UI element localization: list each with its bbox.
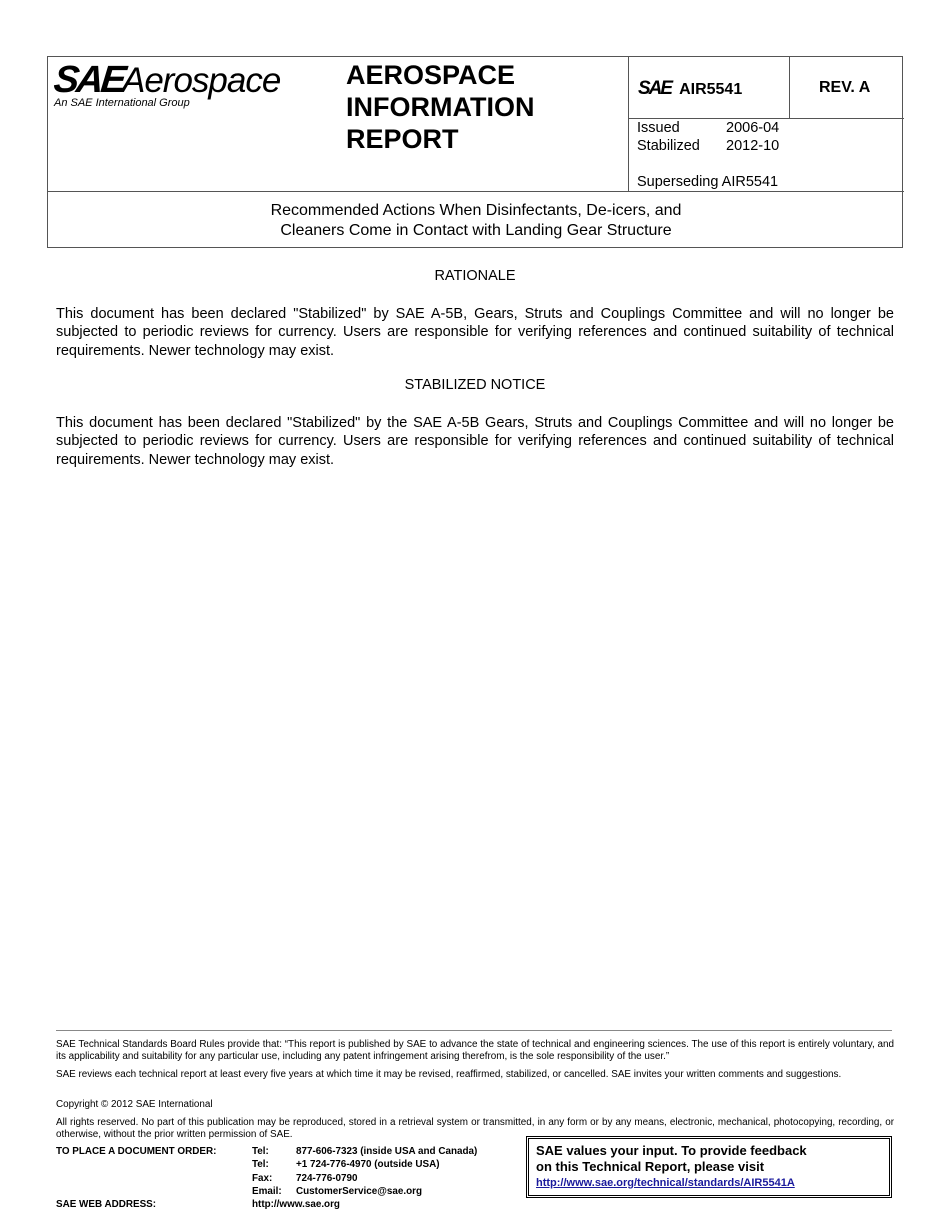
issued-label: Issued bbox=[637, 120, 680, 136]
board-rules-text: SAE Technical Standards Board Rules provide that: “This report is published by SAE to advance the state of technical and engineering sciences. The use of this report is entirely voluntary, and its applicability and suitability for any particular use, including any patent infringement arising therefrom, is the sole responsibility of the user.” bbox=[56, 1039, 894, 1062]
fax-label: Fax: bbox=[252, 1172, 273, 1184]
sae-mini-logo: SAE bbox=[638, 78, 672, 99]
document-title bbox=[48, 201, 904, 241]
stabilized-label: Stabilized bbox=[637, 138, 700, 154]
document-type-line: INFORMATION bbox=[346, 92, 535, 122]
document-type-line: REPORT bbox=[346, 124, 459, 154]
tel-value: 877-606-7323 (inside USA and Canada) bbox=[296, 1146, 478, 1157]
header-divider bbox=[789, 57, 790, 118]
document-title-line: Recommended Actions When Disinfectants, De-icers, and bbox=[270, 202, 682, 219]
tel-value: +1 724-776-4970 (outside USA) bbox=[296, 1159, 440, 1171]
logo-tagline: An SAE International Group bbox=[54, 97, 190, 109]
document-number-value: AIR5541 bbox=[679, 81, 743, 98]
fax-value: 724-776-0790 bbox=[296, 1172, 358, 1184]
aerospace-wordmark: Aerospace bbox=[122, 61, 281, 100]
document-title-line: Cleaners Come in Contact with Landing Gear Structure bbox=[280, 222, 672, 239]
sae-aerospace-logo bbox=[51, 59, 304, 119]
header-divider bbox=[48, 191, 904, 192]
review-policy-text: SAE reviews each technical report at least every five years at which time it may be revised, reaffirmed, stabilized, or cancelled. SAE invites your written comments and suggestions. bbox=[56, 1069, 842, 1080]
footer-rule bbox=[56, 1030, 892, 1031]
document-type bbox=[346, 59, 534, 155]
sae-logo-mark: SAE bbox=[51, 59, 126, 101]
stabilized-notice-heading: STABILIZED NOTICE bbox=[404, 377, 546, 393]
feedback-link[interactable]: http://www.sae.org/technical/standards/AIR5541A bbox=[536, 1177, 795, 1189]
rights-text: All rights reserved. No part of this publication may be reproduced, stored in a retrieval system or transmitted, in any form or by any means, electronic, mechanical, photocopying, recording, or otherwise, without the prior written permission of SAE. bbox=[56, 1117, 894, 1140]
document-type-line: AEROSPACE bbox=[346, 60, 516, 90]
rationale-paragraph: This document has been declared "Stabilized" by SAE A-5B, Gears, Struts and Couplings Committee and will no longer be subjected to periodic reviews for currency. Users are responsible for verifying references and continued suitability of technical requirements. Newer technology may exist. bbox=[56, 306, 894, 359]
stabilized-notice-paragraph: This document has been declared "Stabilized" by the SAE A-5B Gears, Struts and Couplings Committee and will no longer be subjected to periodic reviews for currency. Users are responsible for verifying references and continued suitability of technical requirements. Newer technology may exist. bbox=[56, 415, 894, 468]
tel-label: Tel: bbox=[252, 1159, 269, 1171]
copyright-text: Copyright © 2012 SAE International bbox=[56, 1099, 213, 1110]
web-address-label: SAE WEB ADDRESS: bbox=[56, 1199, 157, 1211]
issued-date: 2006-04 bbox=[726, 120, 780, 136]
feedback-text: SAE values your input. To provide feedback bbox=[536, 1143, 807, 1158]
feedback-text: on this Technical Report, please visit bbox=[536, 1159, 765, 1174]
rationale-heading: RATIONALE bbox=[434, 268, 516, 284]
web-address-link[interactable]: http://www.sae.org bbox=[252, 1199, 340, 1211]
tel-label: Tel: bbox=[252, 1146, 269, 1157]
document-header bbox=[47, 56, 903, 248]
email-value: CustomerService@sae.org bbox=[296, 1185, 422, 1197]
feedback-box bbox=[526, 1136, 892, 1198]
stabilized-date: 2012-10 bbox=[726, 138, 780, 154]
order-label: TO PLACE A DOCUMENT ORDER: bbox=[56, 1146, 217, 1157]
revision-label: REV. A bbox=[819, 79, 871, 96]
header-divider bbox=[628, 57, 629, 191]
email-label: Email: bbox=[252, 1185, 282, 1197]
document-number bbox=[638, 78, 742, 100]
superseding-note: Superseding AIR5541 bbox=[637, 174, 779, 190]
